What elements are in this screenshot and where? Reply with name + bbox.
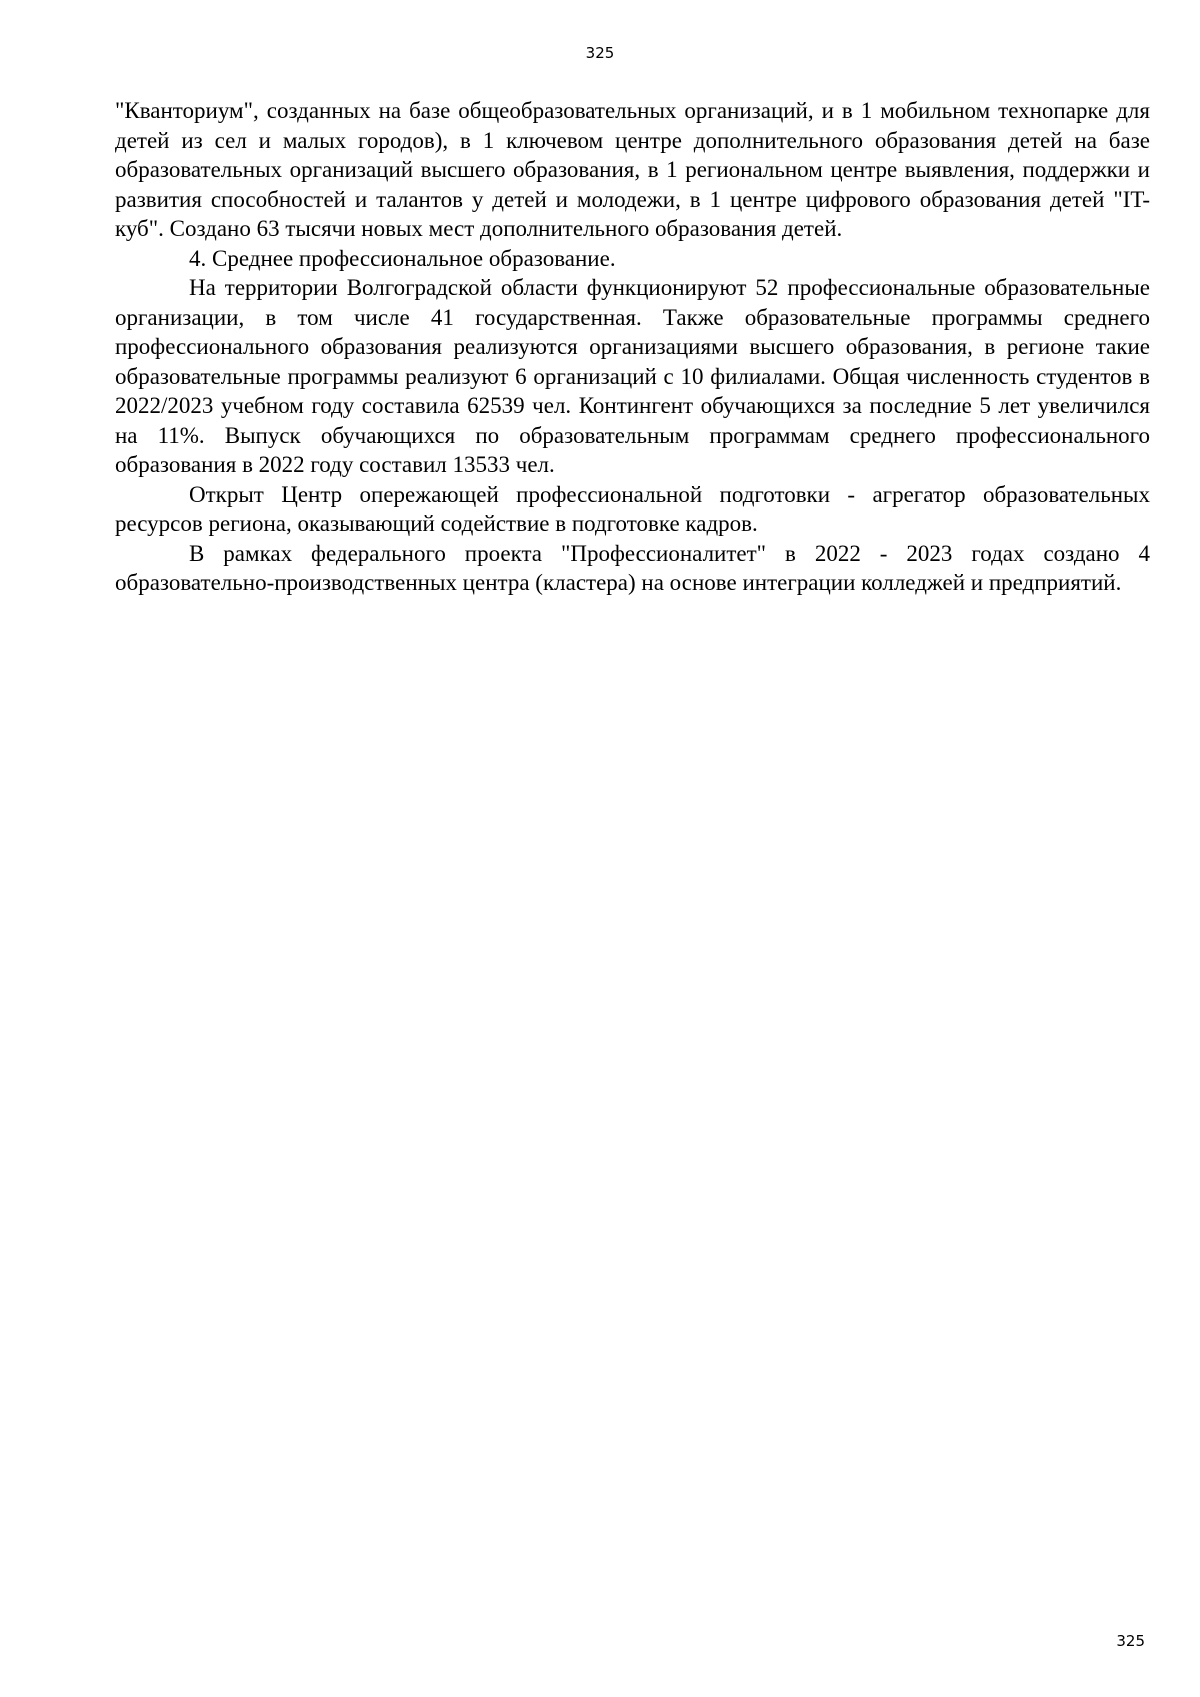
- paragraph: В рамках федерального проекта "Профессионалитет" в 2022 - 2023 годах создано 4 образовательно-производственных центра (кластера) на основе интеграции колледжей и предприятий.: [115, 540, 1150, 595]
- paragraph-continuation: "Кванториум", созданных на базе общеобразовательных организаций, и в 1 мобильном технопарке для детей из сел и малых городов), в 1 ключевом центре дополнительного образования детей на базе образовательных организаций высшего образования, в 1 региональном центре выявления, поддержки и развития способностей и талантов у детей и молодежи, в 1 центре цифрового образования детей "IT-куб". Создано 63 тысячи новых мест дополнительного образования детей.: [115, 98, 1150, 241]
- paragraph: Открыт Центр опережающей профессиональной подготовки - агрегатор образовательных ресурсов региона, оказывающий содействие в подготовке кадров.: [115, 481, 1150, 536]
- section-heading: 4. Среднее профессиональное образование.: [189, 245, 616, 271]
- document-body: [115, 96, 1150, 598]
- paragraph: На территории Волгоградской области функционируют 52 профессиональные образовательные организации, в том числе 41 государственная. Также образовательные программы среднего профессионального образования реализуются организациями высшего образования, в регионе такие образовательные программы реализуют 6 организаций с 10 филиалами. Общая численность студентов в 2022/2023 учебном году составила 62539 чел. Контингент обучающихся за последние 5 лет увеличился на 11%. Выпуск обучающихся по образовательным программам среднего профессионального образования в 2022 году составил 13533 чел.: [115, 275, 1150, 477]
- page-number-top: 325: [585, 44, 615, 62]
- page-number-bottom: 325: [1116, 1632, 1145, 1650]
